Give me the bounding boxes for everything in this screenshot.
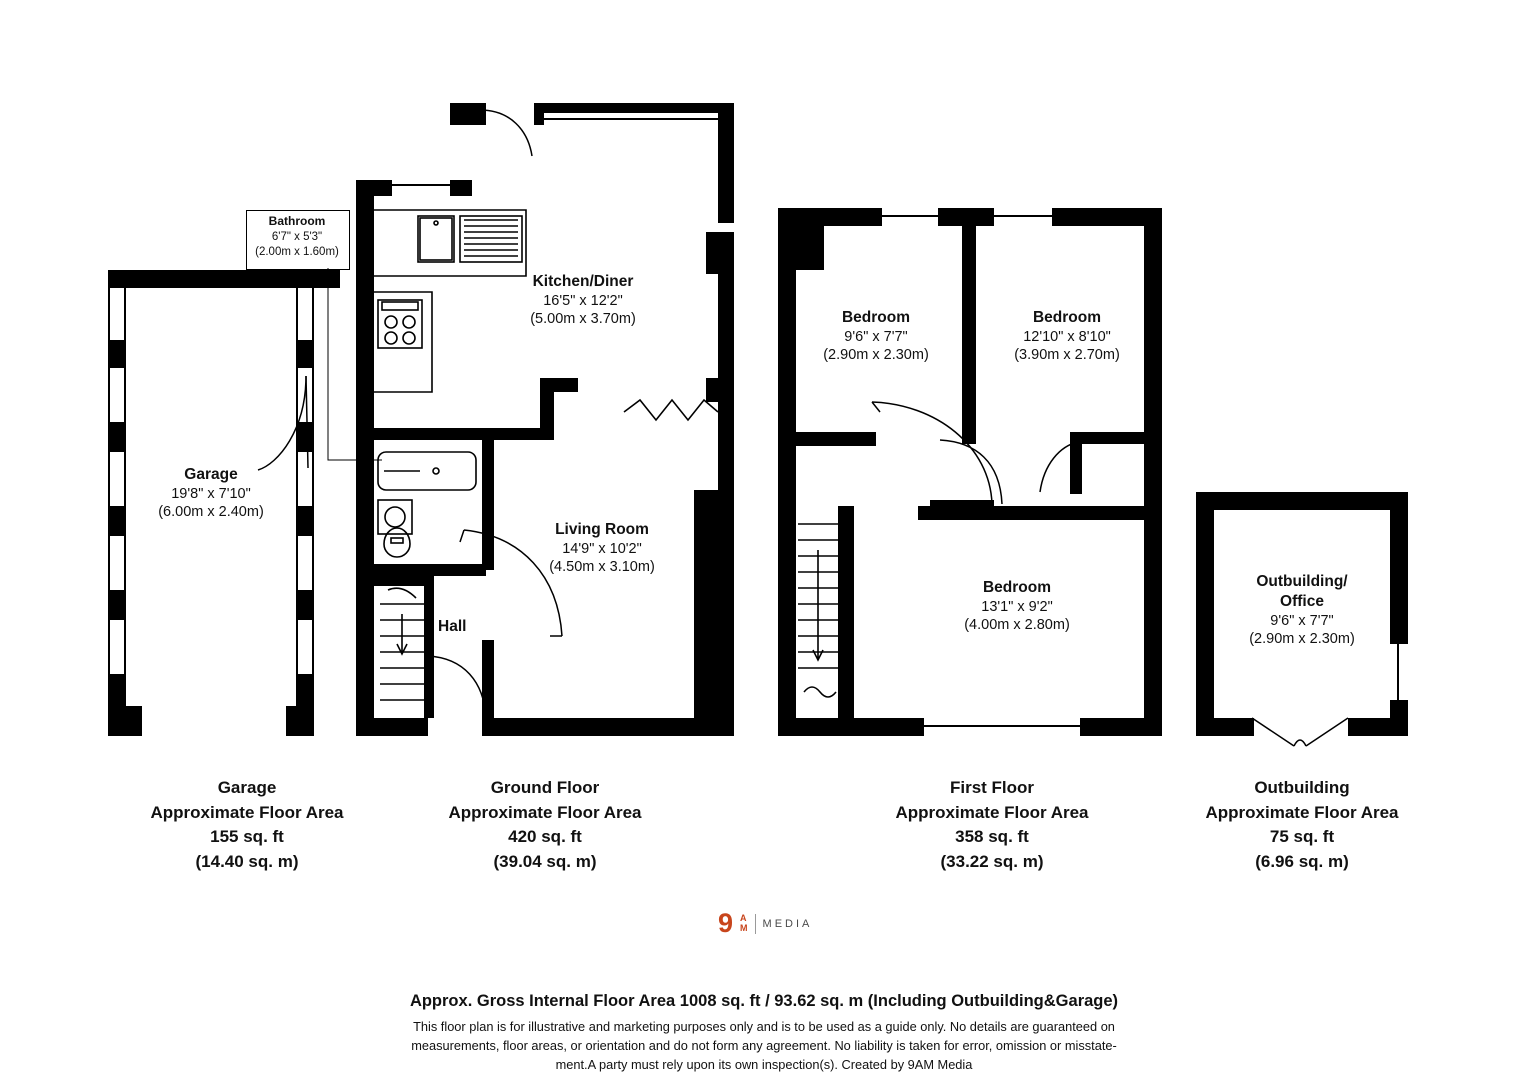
outbuilding-wall-bottom-left [1196, 718, 1254, 736]
garage-window-left-2 [110, 368, 124, 422]
cupboard-door-swing [1038, 440, 1084, 498]
bedroom2-label: Bedroom 12'10" x 8'10" (3.90m x 2.70m) [1014, 309, 1120, 364]
garage-window-right-4 [298, 536, 312, 590]
logo-divider [755, 914, 756, 934]
first-wall-bottom-1 [778, 718, 924, 736]
bedroom3-label: Bedroom 13'1" x 9'2" (4.00m x 2.80m) [964, 579, 1070, 634]
ground-wall-right-mid [718, 232, 734, 382]
first-wall-right [1144, 208, 1162, 736]
garage-window-left-5 [110, 620, 124, 674]
logo-nine: 9 [718, 908, 734, 938]
first-wall-bottom-2 [1080, 718, 1162, 736]
footer-line-2: measurements, floor areas, or orientation and do not form any agreement. No liability is taken for error, omission or misstate- [411, 1038, 1117, 1054]
outbuilding-caption: Outbuilding Approximate Floor Area 75 sq. ft (6.96 sq. m) [1205, 778, 1399, 871]
ground-wall-right-mid2 [718, 382, 734, 494]
logo-am: A M [740, 913, 748, 933]
ground-wall-kitchen-top-left [356, 180, 392, 196]
garage-caption: Garage Approximate Floor Area 155 sq. ft (14.40 sq. m) [150, 778, 344, 871]
footer-title: Approx. Gross Internal Floor Area 1008 sq. ft / 93.62 sq. m (Including Outbuilding&Garage) [409, 992, 1119, 1010]
ground-wall-kitchen-top-right [450, 180, 472, 196]
living-room-label: Living Room 14'9" x 10'2" (4.50m x 3.10m) [549, 521, 655, 576]
ground-wall-bottom-left [356, 718, 428, 736]
opening-marker [624, 398, 720, 426]
footer-disclaimer [0, 992, 1528, 1075]
footer-line-1: This floor plan is for illustrative and marketing purposes only and is to be used as a guide only. No details are guaranteed on [413, 1019, 1115, 1034]
brand-logo [718, 910, 812, 937]
ground-wall-bottom [482, 718, 734, 736]
first-wall-left-pier [778, 208, 824, 270]
garage-window-left-1 [110, 288, 124, 340]
garage-wall-bottom-left [108, 706, 142, 736]
outbuilding-wall-bottom-right [1348, 718, 1408, 736]
footer-line-3: ment.A party must rely upon its own inspection(s). Created by 9AM Media [555, 1057, 973, 1073]
bedroom3-door-swing [934, 436, 1008, 510]
bathroom-callout-label: Bathroom 6'7" x 5'3" (2.00m x 1.60m) [255, 214, 339, 258]
garage-window-left-4 [110, 536, 124, 590]
ground-internal-wall-horiz [374, 428, 554, 440]
outbuilding-wall-top [1196, 492, 1408, 510]
ground-floor-caption: Ground Floor Approximate Floor Area 420 sq. ft (39.04 sq. m) [448, 778, 642, 871]
ground-wall-right-pier-1 [706, 232, 720, 274]
hall-label: Hall [438, 618, 467, 635]
staircase-icon [378, 588, 428, 716]
first-floor-caption: First Floor Approximate Floor Area 358 sq. ft (33.22 sq. m) [895, 778, 1089, 871]
ground-wall-right-upper [718, 103, 734, 223]
first-window-bottom [924, 725, 1080, 727]
outbuilding-window-right [1397, 644, 1399, 700]
logo-media: MEDIA [762, 917, 813, 930]
outbuilding-door-swing [1248, 716, 1352, 750]
garage-wall-bottom-right [286, 706, 314, 736]
kitchen-external-door-swing [476, 108, 546, 168]
garage-window-right-5 [298, 620, 312, 674]
ground-window-top-line [544, 118, 720, 120]
kitchen-sink-icon [418, 216, 526, 268]
ground-window-kitchen-line [392, 184, 450, 186]
outbuilding-label: Outbuilding/ Office 9'6" x 7'7" (2.90m x 2.30m) [1249, 573, 1355, 648]
ground-internal-wall-stub [554, 378, 578, 392]
first-window-top-1 [882, 215, 938, 217]
first-staircase-icon [798, 510, 842, 716]
bedroom1-label: Bedroom 9'6" x 7'7" (2.90m x 2.30m) [823, 309, 929, 364]
kitchen-room-label: Kitchen/Diner 16'5" x 12'2" (5.00m x 3.70m) [530, 273, 636, 328]
garage-room-label: Garage 19'8" x 7'10" (6.00m x 2.40m) [158, 466, 264, 521]
ground-wall-top [534, 103, 734, 113]
first-internal-wall-bed1-bottom [796, 432, 876, 446]
bathroom-callout-leader [296, 268, 386, 468]
first-wall-left [778, 208, 796, 736]
hall-door-swing [424, 650, 494, 724]
first-window-top-2 [994, 215, 1052, 217]
